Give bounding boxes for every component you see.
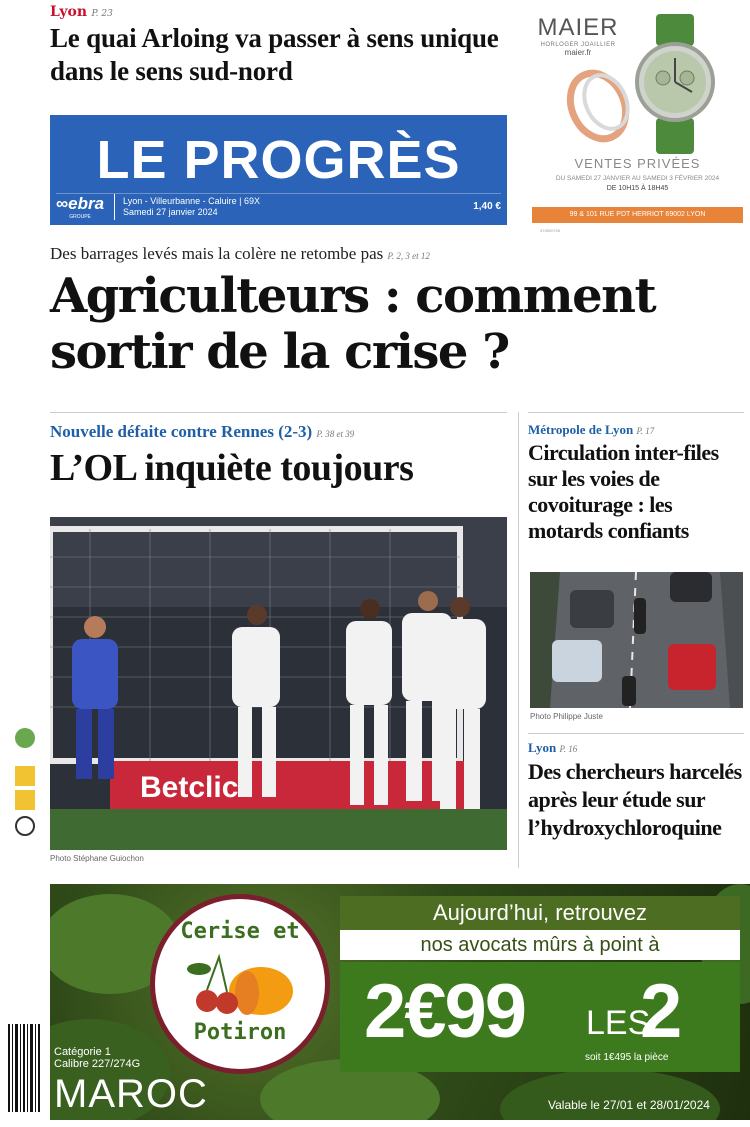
issue-date: Samedi 27 janvier 2024 bbox=[123, 206, 218, 217]
avocado-advertisement[interactable] bbox=[50, 884, 750, 1120]
sponsor-board-text: Betclic bbox=[140, 771, 239, 804]
ad-line-1: Aujourd’hui, retrouvez bbox=[340, 896, 740, 930]
divider bbox=[528, 733, 744, 734]
masthead-info-bar bbox=[56, 193, 501, 219]
cover-price: 1,40 € bbox=[473, 201, 501, 212]
sale-hours: DE 10H15 À 18H45 bbox=[606, 185, 669, 192]
ad-line-2: nos avocats mûrs à point à bbox=[340, 930, 740, 960]
recycle-icon bbox=[15, 728, 35, 748]
ol-story-kicker bbox=[50, 422, 354, 442]
cerise-et-potiron-logo bbox=[150, 894, 330, 1074]
page-reference: P. 38 et 39 bbox=[316, 429, 355, 439]
edition-label: Lyon - Villeurbanne - Caluire | 69X bbox=[123, 195, 260, 206]
photo-credit: Photo Philippe Juste bbox=[530, 712, 603, 721]
shop-address: 99 & 101 RUE PDT HERRIOT 69002 LYON bbox=[532, 207, 743, 223]
column-divider bbox=[518, 412, 519, 868]
newspaper-logo: LE PROGRÈS bbox=[96, 130, 461, 190]
price-les: LES bbox=[586, 1004, 651, 1042]
kicker-label: Métropole de Lyon bbox=[528, 422, 634, 437]
main-kicker-text: Des barrages levés mais la colère ne retombe pas bbox=[50, 244, 384, 263]
maier-sale-info bbox=[530, 156, 745, 192]
kicker-label: Lyon bbox=[528, 740, 557, 755]
validity-dates: Valable le 27/01 et 28/01/2024 bbox=[548, 1098, 710, 1112]
watch-icon bbox=[630, 14, 720, 154]
category-label: Catégorie 1 bbox=[54, 1046, 111, 1058]
page-reference: P. 23 bbox=[91, 9, 113, 19]
eco-badges bbox=[12, 726, 38, 836]
top-teaser[interactable] bbox=[50, 4, 520, 88]
sale-dates: DU SAMEDI 27 JANVIER AU SAMEDI 3 FÉVRIER 2024 bbox=[555, 175, 720, 182]
price-value: 2€99 bbox=[364, 969, 526, 1054]
maier-brand-name: MAIER bbox=[537, 14, 619, 41]
journal-label-icon bbox=[15, 790, 35, 810]
eco-label-icon bbox=[15, 766, 35, 786]
ebra-icon: ∞ bbox=[56, 193, 69, 213]
triman-icon bbox=[16, 817, 34, 835]
group-name: ebra bbox=[68, 193, 105, 213]
imprim-vert-label bbox=[0, 853, 1, 917]
divider bbox=[50, 412, 507, 413]
product-category bbox=[54, 1046, 140, 1070]
kicker-label: Nouvelle défaite contre Rennes (2-3) bbox=[50, 422, 313, 441]
photo-credit: Photo Stéphane Guiochon bbox=[50, 854, 144, 863]
calibre-label: Calibre 227/274G bbox=[54, 1058, 141, 1070]
brand-top-text: Cerise et bbox=[180, 919, 300, 944]
metro-story-kicker bbox=[528, 422, 654, 438]
ol-match-photo[interactable] bbox=[50, 517, 507, 850]
lyon-story-kicker bbox=[528, 740, 577, 756]
maier-advertisement[interactable] bbox=[530, 8, 745, 228]
kicker-label: Lyon bbox=[50, 4, 87, 20]
sale-headline: VENTES PRIVÉES bbox=[574, 156, 701, 171]
page-reference: P. 2, 3 et 12 bbox=[387, 251, 430, 261]
rings-icon bbox=[560, 58, 640, 148]
maier-subtitle: HORLOGER JOAILLIER bbox=[540, 42, 616, 48]
maier-brand-block bbox=[536, 14, 620, 57]
main-story-kicker bbox=[50, 244, 430, 264]
ebra-group-logo bbox=[56, 194, 115, 220]
metro-story-headline[interactable]: Circulation inter-files sur les voies de covoiturage : les motards confiants bbox=[528, 440, 719, 543]
edition-info bbox=[123, 196, 473, 218]
main-story-headline[interactable]: Agriculteurs : comment sortir de la crise ? bbox=[50, 268, 656, 380]
page-reference: P. 16 bbox=[559, 744, 578, 754]
masthead bbox=[50, 115, 507, 225]
brand-bottom-text: Potiron bbox=[193, 1020, 287, 1045]
unit-price: soit 1€495 la pièce bbox=[585, 1052, 669, 1063]
barcode-icon bbox=[4, 1020, 44, 1116]
cherry-pumpkin-icon bbox=[185, 949, 295, 1019]
ol-story-headline[interactable]: L’OL inquiète toujours bbox=[50, 447, 414, 489]
top-teaser-title[interactable]: Le quai Arloing va passer à sens unique dans le sens sud-nord bbox=[50, 23, 499, 86]
maier-url: maier.fr bbox=[564, 48, 592, 57]
origin-label: MAROC bbox=[54, 1072, 208, 1116]
traffic-photo[interactable] bbox=[530, 572, 743, 708]
price-box bbox=[340, 962, 740, 1072]
page-reference: P. 17 bbox=[636, 426, 655, 436]
traffic-scene bbox=[530, 572, 743, 708]
lyon-story-headline[interactable]: Des chercheurs harcelés après leur étude sur l’hydroxychloroquine bbox=[528, 759, 742, 840]
group-sub: GROUPE bbox=[69, 213, 91, 220]
ad-code: 374520705 bbox=[540, 228, 561, 233]
top-teaser-kicker bbox=[50, 4, 520, 20]
football-scene bbox=[50, 517, 507, 850]
divider bbox=[528, 412, 744, 413]
price-quantity: 2 bbox=[640, 969, 683, 1054]
